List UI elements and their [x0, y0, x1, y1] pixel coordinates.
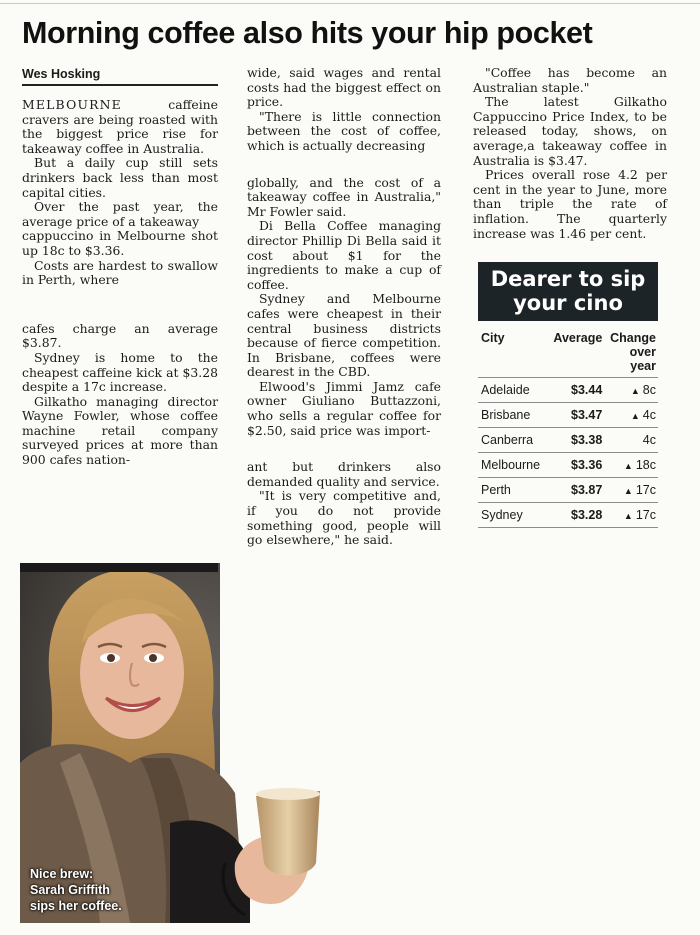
table-body — [478, 378, 658, 528]
paragraph: cafes charge an average $3.87. — [22, 320, 218, 351]
cell-average: $3.38 — [571, 433, 603, 447]
paragraph-narrow: cappuccino in Melbourne shot up 18c to $3.36. — [22, 228, 218, 258]
paragraph: Gilkatho managing director Wayne Fowler, whose coffee machine retail company surveyed prices at more than 900 cafes nation- — [22, 393, 218, 468]
price-table — [478, 262, 658, 528]
table-row — [478, 428, 658, 453]
cell-average: $3.87 — [571, 483, 603, 497]
article-column-2 — [247, 66, 441, 548]
cell-average: $3.36 — [571, 458, 603, 472]
lead-word: MELBOURNE — [22, 97, 122, 112]
paragraph: Di Bella Coffee managing director Phillip Di Bella said it cost about $1 for the ingredients to make a cup of coffee. — [247, 218, 441, 292]
caption-line: sips her coffee. — [30, 899, 122, 913]
spacer — [22, 288, 218, 322]
caption-line: Sarah Griffith — [30, 883, 110, 897]
spacer — [247, 438, 441, 460]
header-average: Average — [553, 331, 603, 345]
photo-caption — [30, 866, 122, 914]
up-arrow-icon: ▲ — [623, 511, 633, 521]
up-arrow-icon: ▲ — [630, 386, 640, 396]
up-arrow-icon: ▲ — [623, 461, 633, 471]
cell-average: $3.47 — [571, 408, 603, 422]
cell-city: Sydney — [481, 508, 523, 522]
up-arrow-icon: ▲ — [623, 486, 633, 496]
header-city: City — [481, 331, 505, 345]
cell-city: Brisbane — [481, 408, 531, 422]
article-column-1 — [22, 98, 218, 468]
cell-city: Perth — [481, 483, 511, 497]
paragraph: Elwood's Jimmi Jamz cafe owner Giuliano Buttazzoni, who sells a regular coffee for $2.50, said price was import- — [247, 378, 441, 438]
cell-change — [606, 433, 658, 447]
cell-city: Adelaide — [481, 383, 530, 397]
paragraph: Over the past year, the average price of a takeaway — [22, 199, 218, 229]
cell-city: Canberra — [481, 433, 534, 447]
change-value: 8c — [642, 383, 656, 397]
cell-city: Melbourne — [481, 458, 541, 472]
change-value: 4c — [642, 433, 656, 447]
paragraph — [22, 98, 218, 156]
table-row — [478, 378, 658, 403]
paragraph: Sydney and Melbourne cafes were cheapest in their central business districts because of fierce competition. In Brisbane, coffees were dearest in the CBD. — [247, 291, 441, 380]
header-change-line: Change — [610, 331, 656, 345]
table-row — [478, 503, 658, 528]
paragraph: "Coffee has become an Australian staple." — [473, 65, 667, 95]
cell-change — [606, 508, 658, 522]
change-value: 18c — [635, 458, 656, 472]
paragraph: Prices overall rose 4.2 per cent in the year to June, more than triple the rate of inflation. The quarterly increase was 1.46 per cent. — [473, 167, 667, 241]
paragraph: The latest Gilkatho Cappuccino Price Index, to be released today, shows, on average,a takeaway coffee in Australia is $3.47. — [473, 94, 667, 168]
spacer — [247, 154, 441, 176]
cell-change — [606, 458, 658, 472]
change-value: 4c — [642, 408, 656, 422]
paragraph: ant but drinkers also demanded quality and service. — [247, 459, 441, 489]
paragraph: "There is little connection between the cost of coffee, which is actually decreasing — [247, 108, 441, 153]
table-title — [478, 262, 658, 321]
paragraph-text: caffeine cravers are being roasted with the biggest price rise for takeaway coffee in Australia. — [22, 97, 218, 156]
paragraph: globally, and the cost of a takeaway coffee in Australia," Mr Fowler said. — [247, 174, 441, 219]
up-arrow-icon: ▲ — [630, 411, 640, 421]
paragraph-narrow: Costs are hardest to swallow in Perth, where — [22, 257, 218, 288]
headline: Morning coffee also hits your hip pocket — [22, 16, 593, 50]
table-row — [478, 453, 658, 478]
photo-frame-bar — [20, 563, 218, 572]
header-change — [606, 331, 658, 373]
cell-average: $3.28 — [571, 508, 603, 522]
paragraph: wide, said wages and rental costs had the biggest effect on price. — [247, 65, 441, 110]
top-rule — [0, 3, 700, 4]
table-title-line: Dearer to sip — [490, 267, 646, 291]
change-value: 17c — [635, 483, 656, 497]
caption-line: Nice brew: — [30, 867, 94, 881]
cell-average: $3.44 — [571, 383, 603, 397]
cell-change — [606, 383, 658, 397]
cell-change — [606, 483, 658, 497]
byline: Wes Hosking — [22, 67, 218, 86]
article-column-3 — [473, 66, 667, 241]
photo — [20, 563, 320, 923]
table-header — [478, 331, 658, 378]
cell-change — [606, 408, 658, 422]
table-row — [478, 403, 658, 428]
paragraph: But a daily cup still sets drinkers back less than most capital cities. — [22, 155, 218, 200]
paragraph: "It is very competitive and, if you do not provide something good, people will go elsewhere," he said. — [247, 488, 441, 548]
change-value: 17c — [635, 508, 656, 522]
table-title-line: your cino — [513, 291, 623, 315]
paragraph: Sydney is home to the cheapest caffeine kick at $3.28 despite a 17c increase. — [22, 349, 218, 395]
header-change-line: over year — [629, 345, 656, 373]
table-row — [478, 478, 658, 503]
